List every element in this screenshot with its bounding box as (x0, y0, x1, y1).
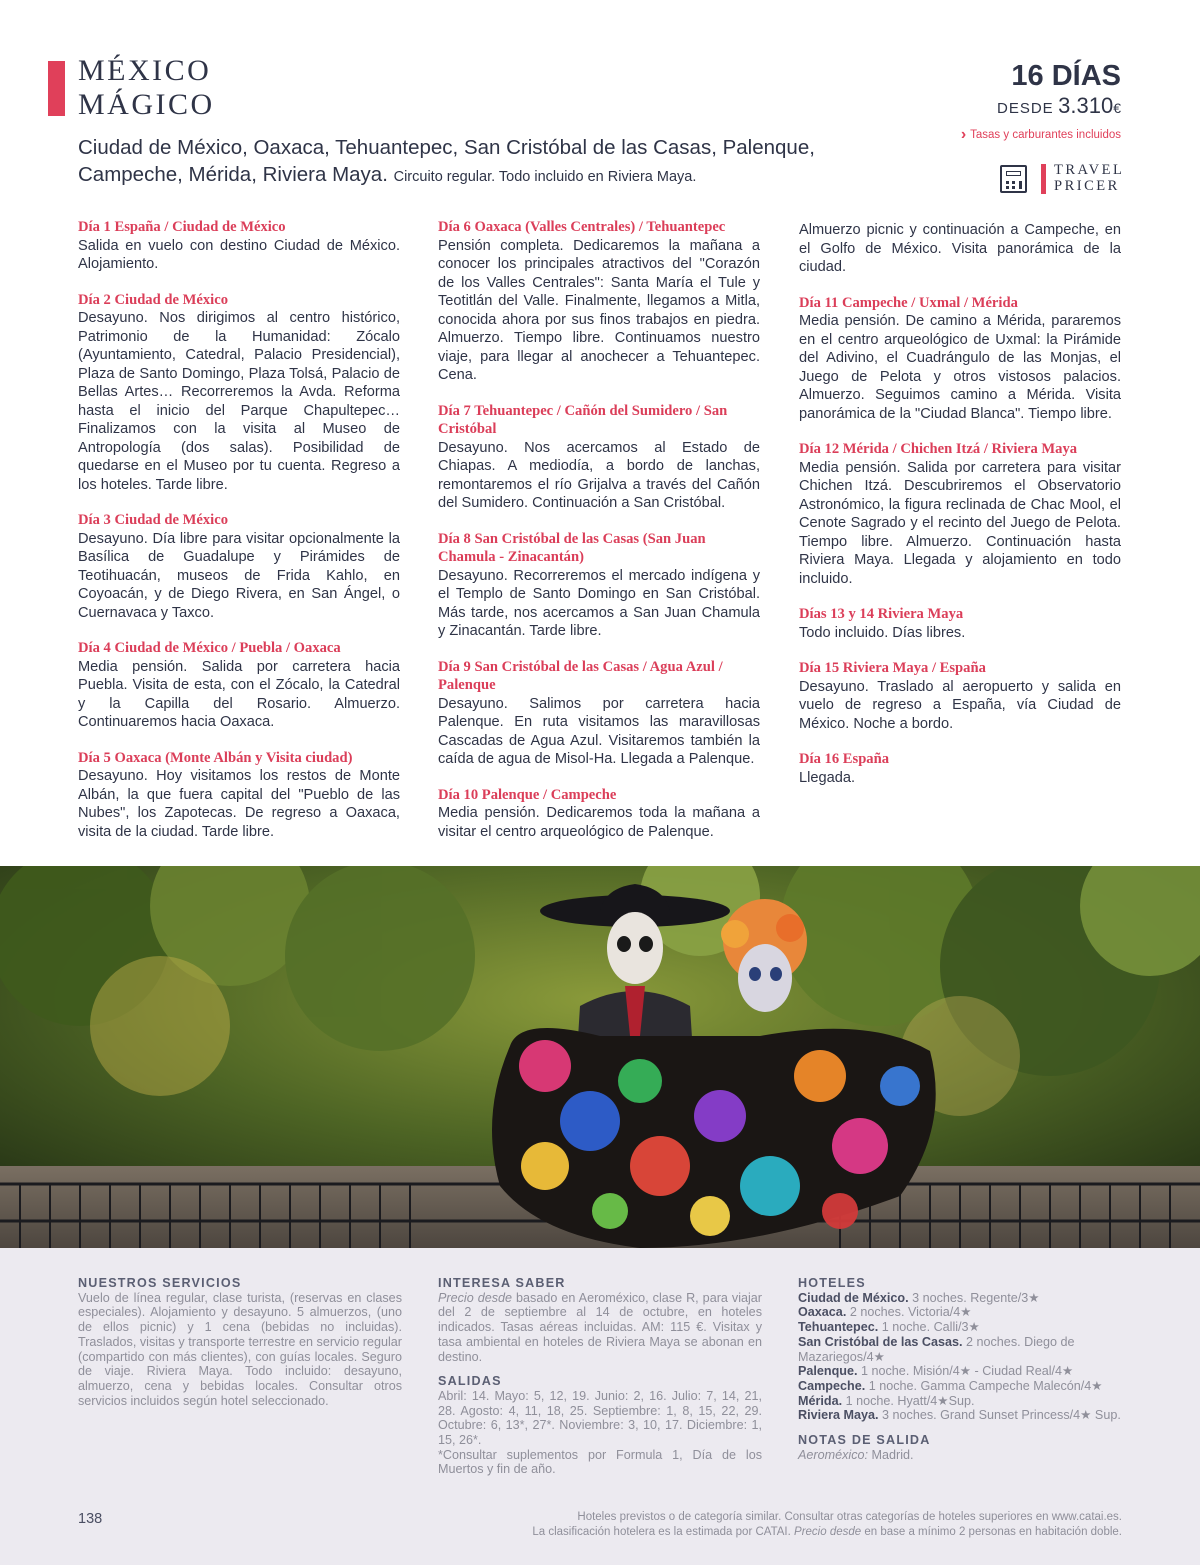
route-note: Circuito regular. Todo incluido en Riviera Maya. (393, 169, 697, 185)
travel-pricer-logo (1000, 162, 1124, 196)
hotel-item: Palenque. 1 noche. Misión/4★ - Ciudad Real/4★ (798, 1364, 1074, 1379)
footer-disclaimer (532, 1510, 1122, 1539)
interesa-salidas-column (438, 1276, 762, 1477)
services-heading: NUESTROS SERVICIOS (78, 1276, 242, 1290)
route-cities: Ciudad de México, Oaxaca, Tehuantepec, San Cristóbal de las Casas, Palenque, Campeche, Mérida, Riviera Maya. (78, 136, 815, 186)
interesa-heading: INTERESA SABER (438, 1276, 566, 1290)
day-entry (799, 440, 1121, 588)
day-text: Almuerzo picnic y continuación a Campeche, en el Golfo de México. Visita panorámica de la ciudad. (799, 222, 1121, 275)
day-text: Media pensión. De camino a Mérida, pararemos en el centro arqueológico de Uxmal: la Pirámide del Adivino, el Cuadrángulo de las Monjas, el Juego de Pelota y otros vistosos palacios. Almuerzo. Seguimos camino a Mérida. Visita panorámica de la "Ciudad Blanca". Tiempo libre. (799, 313, 1121, 422)
title-accent-bar (48, 61, 65, 116)
day-entry-continued (799, 221, 1121, 277)
day-text: Desayuno. Día libre para visitar opcionalmente la Basílica de Guadalupe y Pirámides de Teotihuacán, museos de Frida Kahlo, en Coyoacán, y de Diego Rivera, en San Ángel, o Cuernavaca y Taxco. (78, 530, 400, 621)
day-text: Salida en vuelo con destino Ciudad de México. Alojamiento. (78, 237, 400, 272)
day-entry (799, 605, 1121, 642)
day-entry (78, 511, 400, 622)
day-title: Día 15 Riviera Maya / España (799, 660, 986, 676)
title-line-1: MÉXICO (78, 54, 212, 87)
day-title: Día 8 San Cristóbal de las Casas (San Juan Chamula - Zinacantán) (438, 530, 706, 565)
day-text: Todo incluido. Días libres. (799, 624, 966, 641)
day-entry (438, 786, 760, 842)
day-title: Día 3 Ciudad de México (78, 512, 228, 528)
day-text: Desayuno. Nos acercamos al Estado de Chiapas. A mediodía, a bordo de lanchas, remontaremos el río Grijalva a través del Cañón del Sumidero. Continuación a San Cristóbal. (438, 439, 760, 511)
hotel-item: Tehuantepec. 1 noche. Calli/3★ (798, 1320, 980, 1335)
catrina-dancers-photo (0, 866, 1200, 1248)
calculator-icon (1000, 165, 1027, 193)
day-title: Día 10 Palenque / Campeche (438, 786, 617, 803)
day-entry (438, 530, 760, 641)
services-column (78, 1276, 402, 1408)
day-title: Día 12 Mérida / Chichen Itzá / Riviera Maya (799, 441, 1078, 457)
page-number: 138 (78, 1511, 103, 1527)
footer-line-2: La clasificación hotelera es la estimada por CATAI. Precio desde en base a mínimo 2 personas en habitación doble. (532, 1525, 1122, 1538)
price-desde-label: DESDE (997, 100, 1054, 117)
route-subtitle (78, 134, 908, 191)
day-text: Desayuno. Traslado al aeropuerto y salida en vuelo de regreso a España, vía Ciudad de México. Noche a bordo. (799, 678, 1121, 732)
day-text: Desayuno. Salimos por carretera hacia Palenque. En ruta visitamos las maravillosas Cascadas de Agua Azul. Visitaremos también la caída de agua de Misol-Ha. Llegada a Palenque. (438, 695, 760, 767)
salidas-dates: Abril: 14. Mayo: 5, 12, 19. Junio: 2, 16. Julio: 7, 14, 21, 28. Agosto: 4, 11, 18, 25. Septiembre: 1, 8, 15, 22, 29. Octubre: 6, 13*, 27*. Noviembre: 3, 10, 17. Diciembre: 1, 15, 26*. (438, 1388, 762, 1448)
hotel-item: San Cristóbal de las Casas. 2 noches. Diego de Mazariegos/4★ (798, 1334, 1075, 1364)
title-line-2: MÁGICO (78, 88, 215, 121)
info-section (0, 1248, 1200, 1565)
footer-line-1: Hoteles previstos o de categoría similar. Consultar otras categorías de hoteles superiores en www.catai.es. (577, 1511, 1122, 1523)
notas-heading: NOTAS DE SALIDA (798, 1433, 931, 1448)
day-title: Día 16 España (799, 751, 890, 767)
interesa-text: Precio desde basado en Aeroméxico, clase R, para viajar del 2 de septiembre al 14 de octubre, en hoteles indicados. Tasas aéreas incluidas. AM: 115 €. Visitax y tasa ambiental en hoteles de Riviera Maya se abonan en destino. (438, 1290, 762, 1364)
day-text: Pensión completa. Dedicaremos la mañana a conocer los principales atractivos del "Corazón de los Valles Centrales": Santa María el Tule y Teotitlán del Valle. Finalmente, llegamos a Mitla, conocida ahora por sus finos trabajos en piedra. Almuerzo. Tiempo libre. Continuamos nuestro viaje, para llegar al anochecer a Tehuantepec. Cena. (438, 237, 760, 383)
day-text: Media pensión. Dedicaremos toda la mañana a visitar el centro arqueológico de Palenque. (438, 805, 760, 840)
day-text: Llegada. (799, 769, 855, 786)
day-text: Desayuno. Nos dirigimos al centro histórico, Patrimonio de la Humanidad: Zócalo (Ayuntamiento, Catedral, Palacio Presidencial), Plaza de Santo Domingo, Plaza Tolsá, Palacio de Bellas Artes… Recorreremos la Avda. Reforma hasta el inicio del Parque Chapultepec… Finalizamos con la visita al Museo de Antropología (dos salas). Posibilidad de quedarse en el Museo por tu cuenta. Regreso a los hoteles. Tarde libre. (78, 310, 400, 493)
day-text: Media pensión. Salida por carretera para visitar Chichen Itzá. Descubriremos el Observatorio Astronómico, la figura reclinada de Chac Mool, el Cenote Sagrado y el recinto del Juego de Pelota. Tiempo libre. Almuerzo. Continuación hasta Riviera Maya. Llegada y alojamiento en todo incluido. (799, 459, 1121, 587)
day-title: Día 1 España / Ciudad de México (78, 219, 286, 235)
chevron-right-icon: › (960, 126, 967, 143)
hotel-item: Mérida. 1 noche. Hyatt/4★Sup. (798, 1393, 975, 1408)
trip-duration: 16 DÍAS (1011, 60, 1121, 92)
travel-pricer-wordmark: TRAVEL PRICER (1054, 162, 1125, 194)
price-currency: € (1113, 100, 1121, 116)
itinerary-column-2 (438, 218, 760, 858)
day-entry (438, 218, 760, 385)
day-entry (438, 658, 760, 769)
day-text: Media pensión. Salida por carretera hacia Puebla. Visita de esta, con el Zócalo, la Catedral y la Capilla del Rosario. Almuerzo. Continuaremos hacia Oaxaca. (78, 658, 400, 730)
day-text: Desayuno. Hoy visitamos los restos de Monte Albán, la que fuera capital del "Pueblo de las Nubes", los Zapotecas. De regreso a Oaxaca, visita de la ciudad. Tarde libre. (78, 768, 400, 840)
day-entry (438, 402, 760, 513)
hotels-heading: HOTELES (798, 1276, 866, 1290)
hotel-item: Oaxaca. 2 noches. Victoria/4★ (798, 1305, 972, 1320)
services-text: Vuelo de línea regular, clase turista, (reservas en clases especiales). Alojamiento y desayuno. 5 almuerzos, (uno de ellos picnic) y 1 cena (bebidas no incluidas). Traslados, visitas y transporte terrestre en servicio regular (compartido con más clientes), con guías locales. Seguro de viaje. Riviera Maya. Todo incluido: desayuno, almuerzo, cena y bebidas locales. Consultar otros servicios incluidos según hotel seleccionado. (78, 1290, 402, 1408)
page-title (78, 54, 215, 122)
price-amount: 3.310 (1058, 93, 1114, 118)
hotels-column (798, 1276, 1122, 1462)
day-title: Día 5 Oaxaca (Monte Albán y Visita ciudad) (78, 749, 353, 766)
day-entry (78, 639, 400, 732)
salidas-heading: SALIDAS (438, 1374, 502, 1389)
day-title: Días 13 y 14 Riviera Maya (799, 606, 964, 622)
itinerary-column-3 (799, 221, 1121, 804)
itinerary-column-1 (78, 218, 400, 858)
hotel-item: Ciudad de México. 3 noches. Regente/3★ (798, 1290, 1040, 1305)
day-title: Día 6 Oaxaca (Valles Centrales) / Tehuantepec (438, 219, 726, 235)
day-entry (78, 218, 400, 274)
day-title: Día 4 Ciudad de México / Puebla / Oaxaca (78, 640, 341, 656)
day-entry (799, 294, 1121, 424)
salidas-note: *Consultar suplementos por Formula 1, Día de los Muertos y fin de año. (438, 1447, 762, 1477)
hotel-item: Riviera Maya. 3 noches. Grand Sunset Princess/4★ Sup. (798, 1408, 1121, 1423)
notas-text: Aeroméxico: Madrid. (798, 1447, 914, 1462)
day-title: Día 2 Ciudad de México (78, 291, 228, 308)
day-entry (78, 291, 400, 495)
day-entry (799, 659, 1121, 733)
taxes-note (961, 126, 1121, 144)
travel-pricer-accent (1041, 164, 1046, 194)
day-title: Día 9 San Cristóbal de las Casas / Agua Azul / Palenque (438, 658, 723, 693)
price-line (997, 93, 1121, 119)
day-entry (799, 750, 1121, 787)
day-entry (78, 749, 400, 842)
day-title: Día 7 Tehuantepec / Cañón del Sumidero / San Cristóbal (438, 402, 728, 437)
taxes-note-text: Tasas y carburantes incluidos (970, 129, 1121, 141)
day-title: Día 11 Campeche / Uxmal / Mérida (799, 294, 1018, 311)
hotel-item: Campeche. 1 noche. Gamma Campeche Malecón/4★ (798, 1378, 1103, 1393)
day-text: Desayuno. Recorreremos el mercado indígena y el Templo de Santo Domingo en San Cristóbal. Más tarde, nos acercamos a San Juan Chamula y Zinacantán. Tarde libre. (438, 567, 760, 639)
